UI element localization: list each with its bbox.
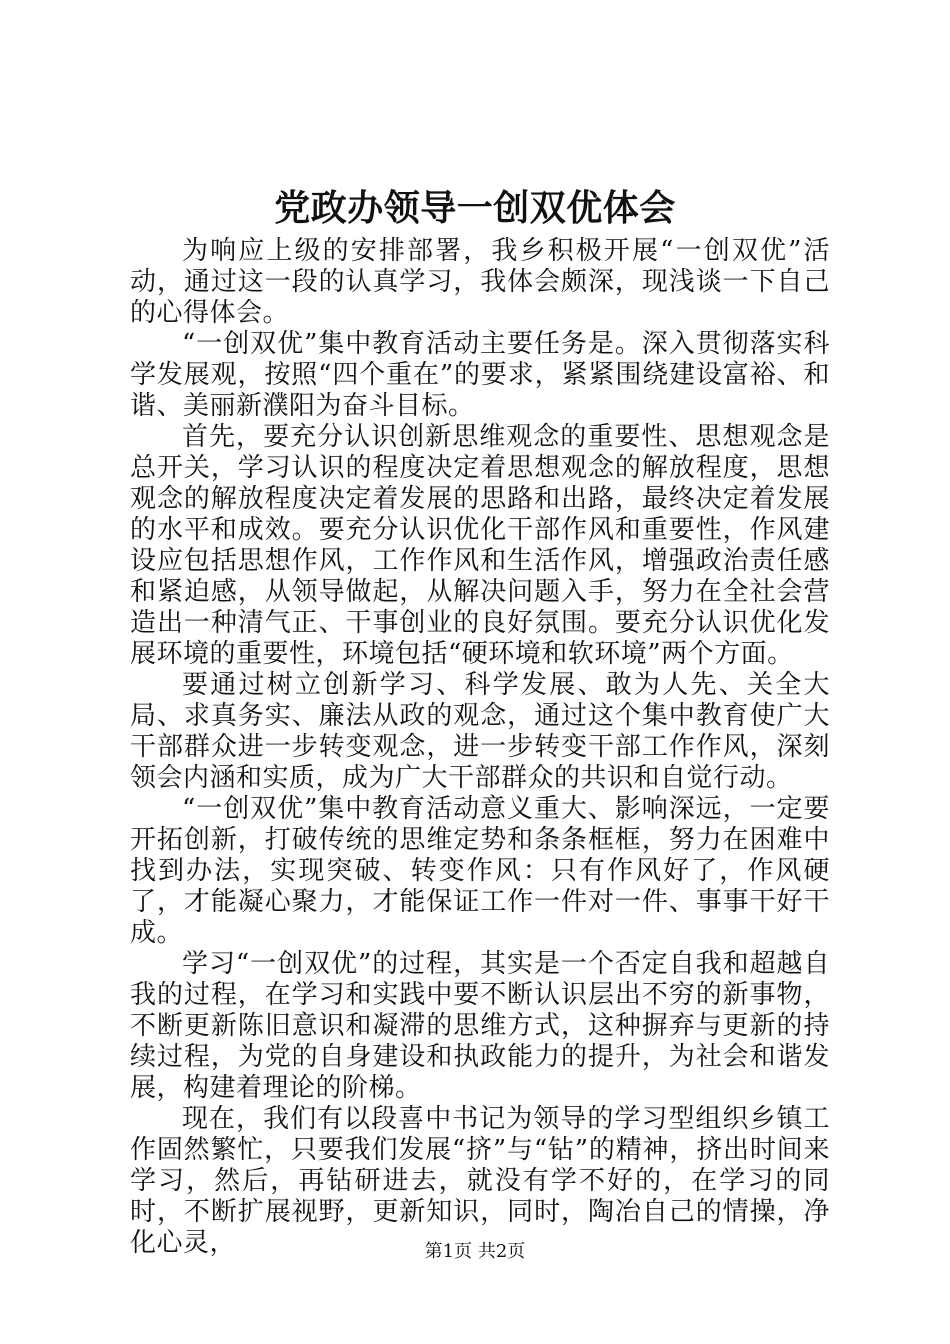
document-body [130, 236, 830, 1259]
paragraph: 为响应上级的安排部署，我乡积极开展“一创双优”活动，通过这一段的认真学习，我体会颇深，现浅谈一下自己的心得体会。 [130, 236, 830, 328]
paragraph: 要通过树立创新学习、科学发展、敢为人先、关全大局、求真务实、廉法从政的观念，通过这个集中教育使广大干部群众进一步转变观念，进一步转变干部工作作风，深刻领会内涵和实质，成为广大干部群众的共识和自觉行动。 [130, 670, 830, 793]
paragraph: “一创双优”集中教育活动意义重大、影响深远，一定要开拓创新，打破传统的思维定势和条条框框，努力在困难中找到办法，实现突破、转变作风：只有作风好了，作风硬了，才能凝心聚力，才能保证工作一件对一件、事事干好干成。 [130, 794, 830, 948]
document-title: 党政办领导一创双优体会 [274, 187, 676, 229]
paragraph: 学习“一创双优”的过程，其实是一个否定自我和超越自我的过程，在学习和实践中要不断认识层出不穷的新事物，不断更新陈旧意识和凝滞的思维方式，这种摒弃与更新的持续过程，为党的自身建设和执政能力的提升，为社会和谐发展，构建着理论的阶梯。 [130, 949, 830, 1103]
page-number-footer: 第1页 共2页 [424, 1241, 526, 1262]
paragraph: 现在，我们有以段喜中书记为领导的学习型组织乡镇工作固然繁忙，只要我们发展“挤”与“钻”的精神，挤出时间来学习，然后，再钻研进去，就没有学不好的，在学习的同时，不断扩展视野，更新知识，同时，陶冶自己的情操，净化心灵， [130, 1104, 830, 1258]
paragraph: “一创双优”集中教育活动主要任务是。深入贯彻落实科学发展观，按照“四个重在”的要求，紧紧围绕建设富裕、和谐、美丽新濮阳为奋斗目标。 [130, 329, 830, 421]
paragraph: 首先，要充分认识创新思维观念的重要性、思想观念是总开关，学习认识的程度决定着思想观念的解放程度，思想观念的解放程度决定着发展的思路和出路，最终决定着发展的水平和成效。要充分认识优化干部作风和重要性，作风建设应包括思想作风，工作作风和生活作风，增强政治责任感和紧迫感，从领导做起，从解决问题入手，努力在全社会营造出一种清气正、干事创业的良好氛围。要充分认识优化发展环境的重要性，环境包括“硬环境和软环境”两个方面。 [130, 422, 830, 669]
